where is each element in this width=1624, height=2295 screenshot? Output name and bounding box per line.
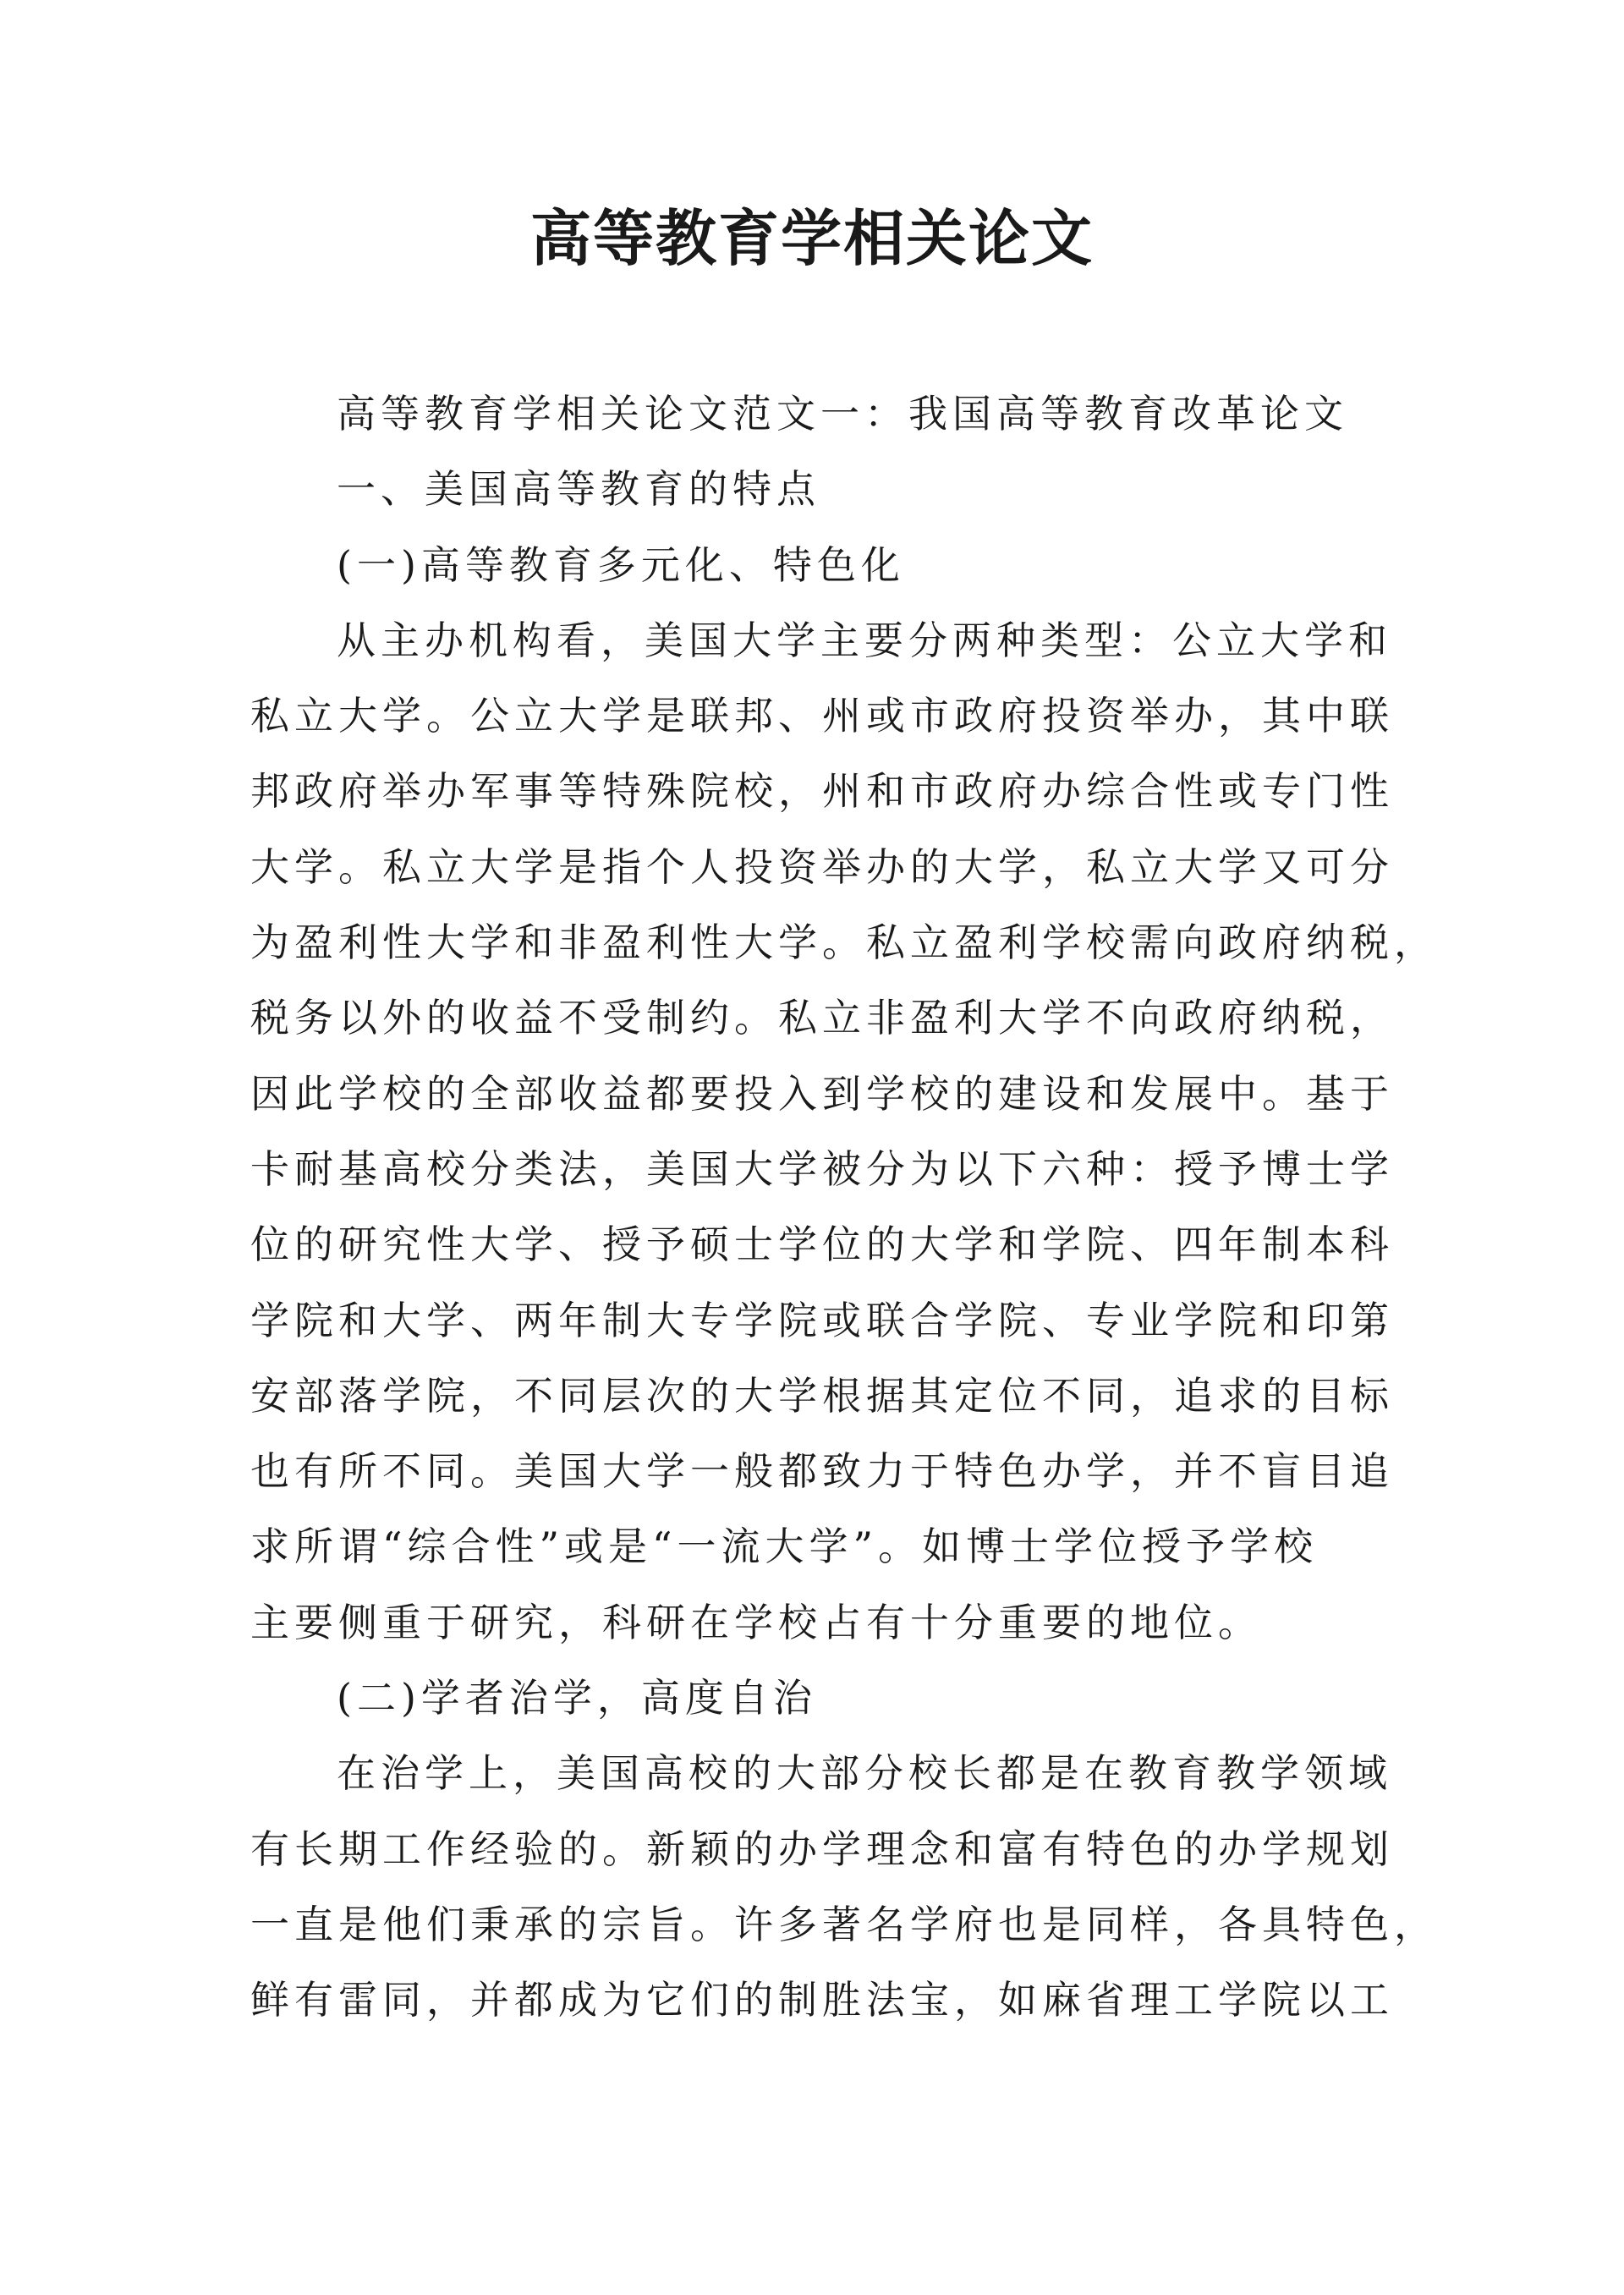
text-line: 求所谓“综合性”或是“一流大学”。如博士学位授予学校 <box>250 1524 1319 1570</box>
text-line: 因此学校的全部收益都要投入到学校的建设和发展中。基于 <box>250 1070 1394 1117</box>
text-line: 主要侧重于研究，科研在学校占有十分重要的地位。 <box>250 1599 1262 1645</box>
text-line: 位的研究性大学、授予硕士学位的大学和学院、四年制本科 <box>250 1222 1394 1268</box>
text-line: 私立大学。公立大学是联邦、州或市政府投资举办，其中联 <box>250 693 1394 739</box>
section-heading: 一、美国高等教育的特点 <box>337 466 820 513</box>
text-line: 大学。私立大学是指个人投资举办的大学，私立大学又可分 <box>250 843 1394 890</box>
text-line: 安部落学院，不同层次的大学根据其定位不同，追求的目标 <box>250 1372 1394 1419</box>
text-line: 在治学上，美国高校的大部分校长都是在教育教学领域 <box>337 1750 1392 1797</box>
text-line: 鲜有雷同，并都成为它们的制胜法宝，如麻省理工学院以工 <box>250 1977 1394 2023</box>
subsection-heading: (一)高等教育多元化、特色化 <box>337 541 905 588</box>
text-line: 也有所不同。美国大学一般都致力于特色办学，并不盲目追 <box>250 1448 1394 1495</box>
text-line: 卡耐基高校分类法，美国大学被分为以下六种：授予博士学 <box>250 1145 1394 1192</box>
text-line: 一直是他们秉承的宗旨。许多著名学府也是同样，各具特色， <box>250 1901 1438 1947</box>
text-line: 税务以外的收益不受制约。私立非盈利大学不向政府纳税， <box>250 995 1394 1041</box>
document-body <box>250 376 1438 2039</box>
text-line: 为盈利性大学和非盈利性大学。私立盈利学校需向政府纳税， <box>250 920 1438 966</box>
text-line: 邦政府举办军事等特殊院校，州和市政府办综合性或专门性 <box>250 768 1394 815</box>
text-line: 高等教育学相关论文范文一：我国高等教育改革论文 <box>337 391 1348 436</box>
text-line: 学院和大学、两年制大专学院或联合学院、专业学院和印第 <box>250 1297 1394 1343</box>
text-line: 从主办机构看，美国大学主要分两种类型：公立大学和 <box>337 617 1392 663</box>
subsection-heading: (二)学者治学，高度自治 <box>337 1675 817 1721</box>
document-title: 高等教育学相关论文 <box>529 202 1094 274</box>
text-line: 有长期工作经验的。新颖的办学理念和富有特色的办学规划 <box>250 1826 1394 1872</box>
